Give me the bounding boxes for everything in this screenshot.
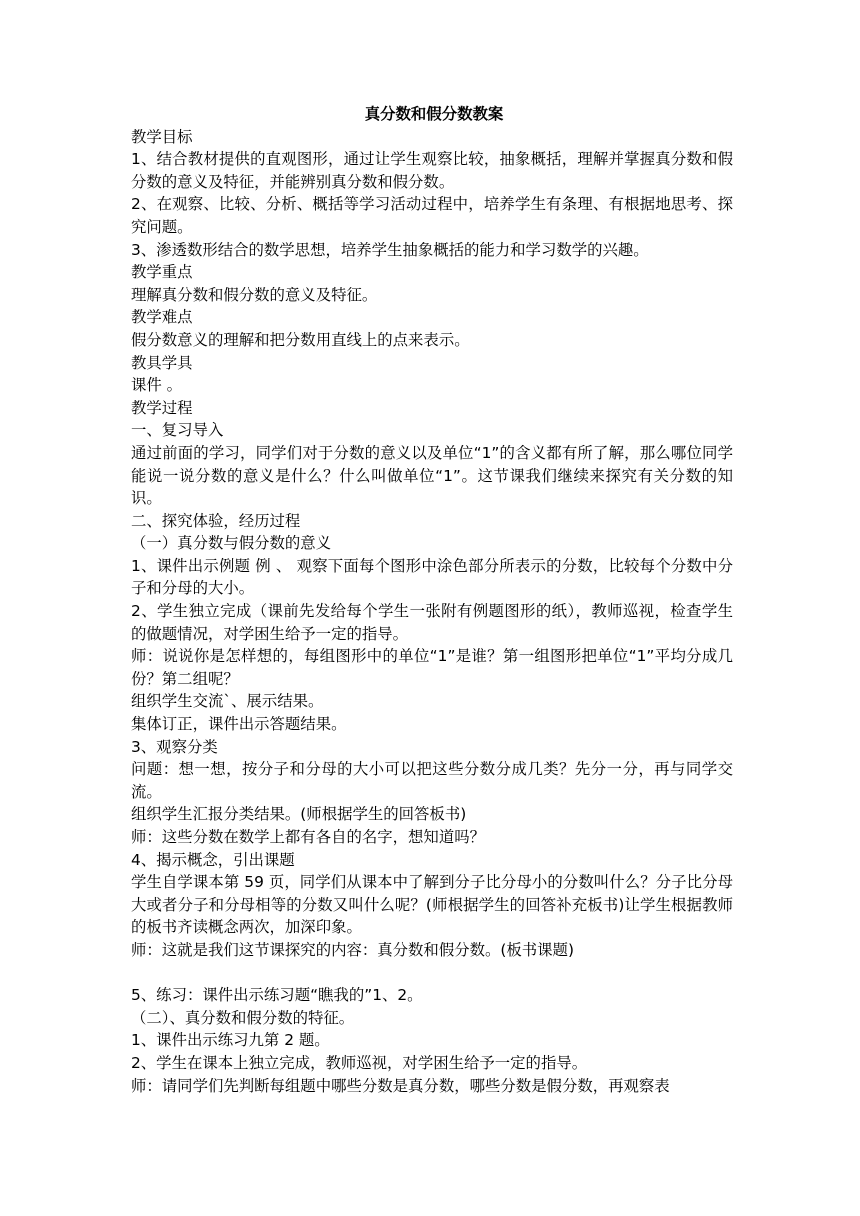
- blank-line: [131, 962, 733, 985]
- paragraph: 教学目标: [131, 127, 193, 146]
- document-body: [131, 103, 733, 1097]
- paragraph: 1、结合教材提供的直观图形，通过让学生观察比较，抽象概括，理解并掌握真分数和假分数的意义及特征，并能辨别真分数和假分数。: [131, 150, 733, 191]
- paragraph: 集体订正，课件出示答题结果。: [131, 715, 347, 734]
- paragraph: 师：说说你是怎样想的，每组图形中的单位“1”是谁？第一组图形把单位“1”平均分成几份？第二组呢？: [131, 647, 733, 688]
- paragraph: 组织学生交流`、展示结果。: [131, 692, 324, 711]
- paragraph: 2、学生在课本上独立完成，教师巡视，对学困生给予一定的指导。: [131, 1053, 588, 1072]
- paragraph: 2、学生独立完成（课前先发给每个学生一张附有例题图形的纸），教师巡视，检查学生的做题情况，对学困生给予一定的指导。: [131, 602, 733, 643]
- paragraph: 假分数意义的理解和把分数用直线上的点来表示。: [131, 330, 470, 349]
- paragraph: 1、课件出示练习九第 2 题。: [131, 1031, 330, 1050]
- paragraph: 师：这些分数在数学上都有各自的名字，想知道吗？: [131, 828, 485, 846]
- document-title: 真分数和假分数教案: [364, 105, 504, 123]
- paragraph: 师：这就是我们这节课探究的内容：真分数和假分数。(板书课题): [131, 940, 574, 959]
- paragraph: 课件 。: [131, 376, 183, 395]
- paragraph: 二、探究体验，经历过程: [131, 511, 301, 530]
- paragraph: 2、在观察、比较、分析、概括等学习活动过程中，培养学生有条理、有根据地思考、探究问题。: [131, 195, 733, 236]
- paragraph: 教学过程: [131, 398, 193, 417]
- paragraph: 一、复习导入: [131, 421, 224, 440]
- paragraph: 1、课件出示例题 例 、 观察下面每个图形中涂色部分所表示的分数，比较每个分数中分子和分母的大小。: [131, 556, 733, 598]
- paragraph: 师：请同学们先判断每组题中哪些分数是真分数，哪些分数是假分数，再观察表: [131, 1076, 670, 1095]
- paragraph: 教学重点: [131, 263, 193, 282]
- paragraph: 教具学具: [131, 353, 193, 372]
- paragraph-list: [131, 126, 733, 1098]
- paragraph: 4、揭示概念，引出课题: [131, 850, 295, 869]
- paragraph: 理解真分数和假分数的意义及特征。: [131, 285, 378, 304]
- paragraph: 组织学生汇报分类结果。(师根据学生的回答板书): [131, 805, 467, 824]
- paragraph: 5、练习：课件出示练习题“瞧我的”1、2。: [131, 986, 423, 1005]
- paragraph: 3、观察分类: [131, 737, 218, 756]
- paragraph: 通过前面的学习，同学们对于分数的意义以及单位“1”的含义都有所了解，那么哪位同学能说一说分数的意义是什么？什么叫做单位“1”。这节课我们继续来探究有关分数的知识。: [131, 443, 733, 508]
- paragraph: （二）、真分数和假分数的特征。: [131, 1008, 355, 1027]
- paragraph: 学生自学课本第 59 页，同学们从课本中了解到分子比分母小的分数叫什么？分子比分母大或者分子和分母相等的分数又叫什么呢？(师根据学生的回答补充板书)让学生根据教师的板书齐读概念两次，加深印象。: [131, 873, 733, 937]
- paragraph: 3、渗透数形结合的数学思想，培养学生抽象概括的能力和学习数学的兴趣。: [131, 240, 649, 259]
- paragraph: 教学难点: [131, 308, 193, 327]
- paragraph: 问题：想一想，按分子和分母的大小可以把这些分数分成几类？先分一分，再与同学交流。: [131, 760, 733, 801]
- paragraph: （一）真分数与假分数的意义: [131, 534, 332, 553]
